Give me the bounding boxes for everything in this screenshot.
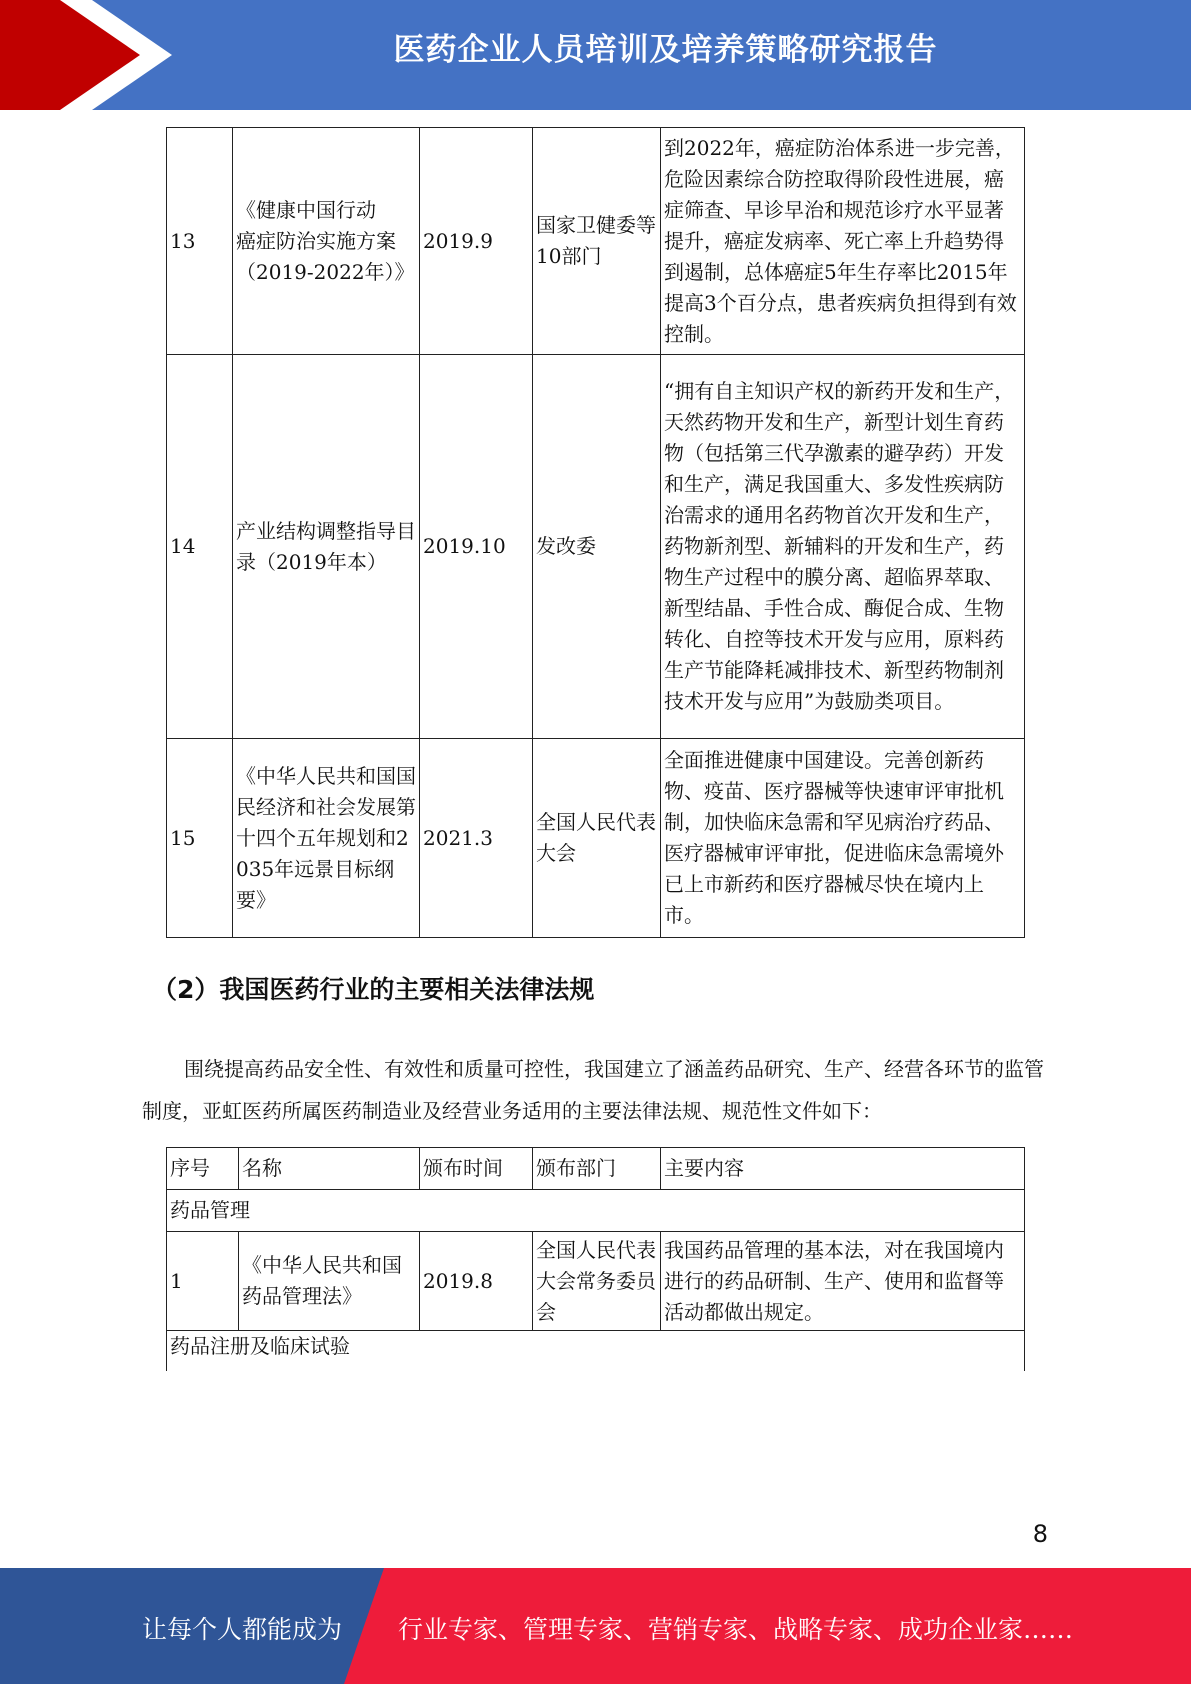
policy-table xyxy=(166,127,1025,938)
section-paragraph: 围绕提高药品安全性、有效性和质量可控性，我国建立了涵盖药品研究、生产、经营各环节的监管制度，亚虹医药所属医药制造业及经营业务适用的主要法律法规、规范性文件如下： xyxy=(142,1057,1044,1123)
table-row xyxy=(167,1232,1025,1331)
column-header: 颁布时间 xyxy=(420,1148,533,1190)
table-row xyxy=(167,128,1025,355)
regulation-name: 《中华人民共和国药品管理法》 xyxy=(239,1232,420,1331)
row-number: 13 xyxy=(167,128,233,355)
main-content: 全面推进健康中国建设。完善创新药物、疫苗、医疗器械等快速审评审批机制，加快临床急需和罕见病治疗药品、医疗器械审评审批，促进临床急需境外已上市新药和医疗器械尽快在境内上市。 xyxy=(661,739,1025,938)
policy-name: 《中华人民共和国国民经济和社会发展第十四个五年规划和2035年远景目标纲要》 xyxy=(233,739,420,938)
main-content: 到2022年，癌症防治体系进一步完善，危险因素综合防控取得阶段性进展，癌症筛查、早诊早治和规范诊疗水平显著提升，癌症发病率、死亡率上升趋势得到遏制，总体癌症5年生存率比2015年提高3个百分点，患者疾病负担得到有效控制。 xyxy=(661,128,1025,355)
regulation-table xyxy=(166,1147,1025,1371)
row-number: 15 xyxy=(167,739,233,938)
issuing-department: 全国人民代表大会 xyxy=(533,739,661,938)
policy-name: 《健康中国行动 癌症防治实施方案（2019-2022年）》 xyxy=(233,128,420,355)
main-content: “拥有自主知识产权的新药开发和生产，天然药物开发和生产，新型计划生育药物（包括第三代孕激素的避孕药）开发和生产，满足我国重大、多发性疾病防治需求的通用名药物首次开发和生产，药物新剂型、新辅料的开发和生产，药物生产过程中的膜分离、超临界萃取、新型结晶、手性合成、酶促合成、生物转化、自控等技术开发与应用，原料药生产节能降耗减排技术、新型药物制剂技术开发与应用”为鼓励类项目。 xyxy=(661,355,1025,739)
group-row xyxy=(167,1331,1025,1371)
issuing-department: 全国人民代表大会常务委员会 xyxy=(533,1232,661,1331)
main-content: 我国药品管理的基本法，对在我国境内进行的药品研制、生产、使用和监督等活动都做出规定。 xyxy=(661,1232,1025,1331)
issue-date: 2021.3 xyxy=(420,739,533,938)
column-header: 颁布部门 xyxy=(533,1148,661,1190)
footer-slogan-left: 让每个人都能成为 xyxy=(142,1615,343,1644)
table-header-row xyxy=(167,1148,1025,1190)
row-number: 1 xyxy=(167,1232,239,1331)
page-number: 8 xyxy=(1032,1520,1048,1548)
page-footer xyxy=(0,1568,1191,1684)
issuing-department: 国家卫健委等10部门 xyxy=(533,128,661,355)
issue-date: 2019.9 xyxy=(420,128,533,355)
header-title: 医药企业人员培训及培养策略研究报告 xyxy=(393,32,938,68)
table-row xyxy=(167,739,1025,938)
column-header: 主要内容 xyxy=(661,1148,1025,1190)
group-label: 药品注册及临床试验 xyxy=(167,1331,1025,1371)
section-heading: （2）我国医药行业的主要相关法律法规 xyxy=(152,975,595,1004)
policy-name: 产业结构调整指导目录（2019年本） xyxy=(233,355,420,739)
row-number: 14 xyxy=(167,355,233,739)
issue-date: 2019.8 xyxy=(420,1232,533,1331)
table-row xyxy=(167,355,1025,739)
issue-date: 2019.10 xyxy=(420,355,533,739)
footer-slogan-right: 行业专家、管理专家、营销专家、战略专家、成功企业家…… xyxy=(398,1615,1074,1644)
group-row xyxy=(167,1190,1025,1232)
page-header xyxy=(0,0,1191,110)
column-header: 名称 xyxy=(239,1148,420,1190)
issuing-department: 发改委 xyxy=(533,355,661,739)
group-label: 药品管理 xyxy=(167,1190,1025,1232)
column-header: 序号 xyxy=(167,1148,239,1190)
